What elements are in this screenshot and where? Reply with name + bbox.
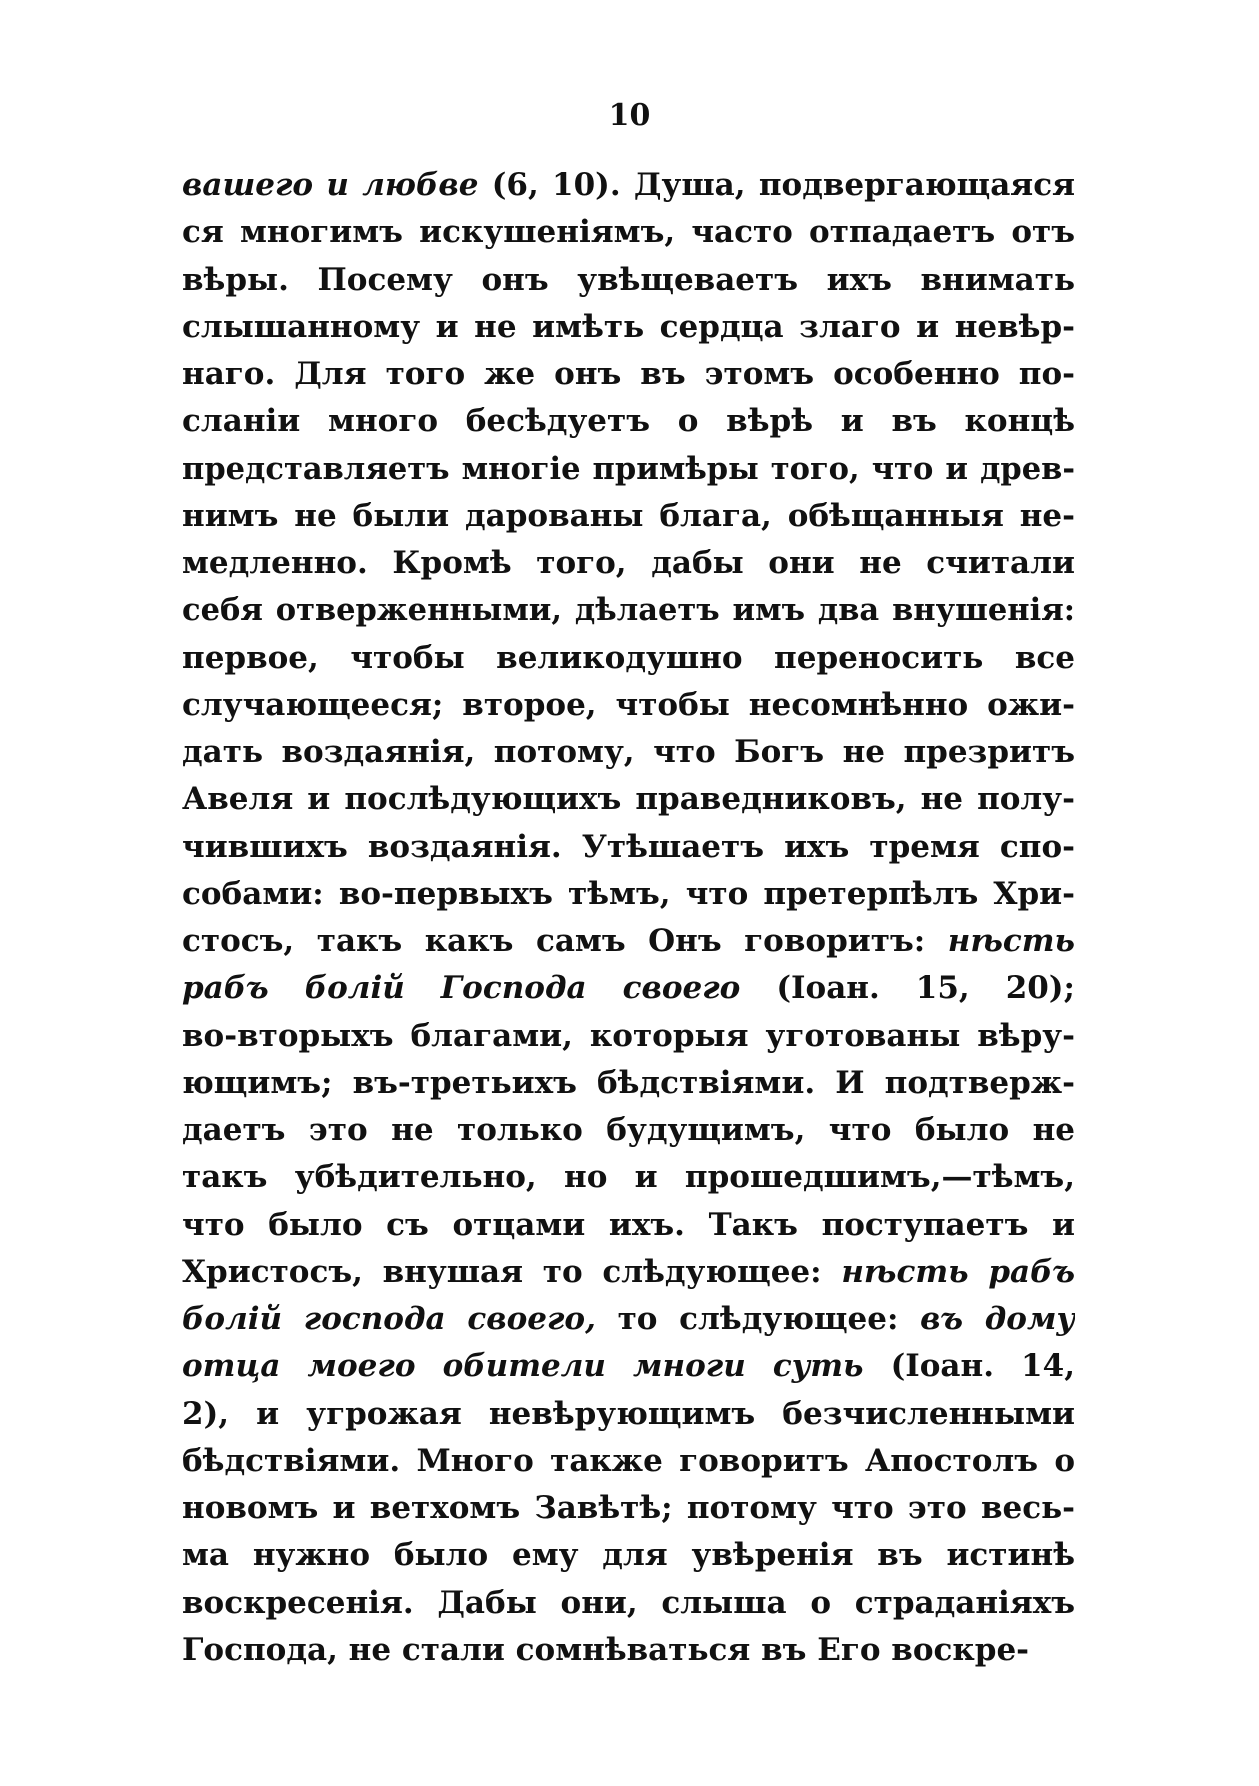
text-line xyxy=(182,257,1075,304)
text-segment: случающееся; второе, чтобы несомнѣнно ожи- xyxy=(182,686,1075,723)
text-line xyxy=(182,1249,1075,1296)
text-segment: медленно. Кромѣ того, дабы они не считали xyxy=(182,545,1075,581)
text-line xyxy=(182,871,1075,918)
text-segment: (6, 10). Душа, подвергающаяся xyxy=(478,167,1075,203)
text-line xyxy=(182,1343,1075,1390)
text-segment: ся многимъ искушеніямъ, часто отпадаетъ отъ xyxy=(182,214,1075,251)
text-segment: чившихъ воздаянія. Утѣшаетъ ихъ тремя спо- xyxy=(182,828,1075,865)
text-line xyxy=(182,1438,1075,1485)
text-line xyxy=(182,209,1075,256)
text-line xyxy=(182,1107,1075,1154)
text-line xyxy=(182,398,1075,445)
text-segment: ющимъ; въ-третьихъ бѣдствіями. И подтверж- xyxy=(182,1064,1075,1101)
italic-text-segment: вашего и любве xyxy=(182,167,479,203)
text-line xyxy=(182,1391,1075,1438)
text-line xyxy=(182,587,1075,634)
text-segment: себя отверженными, дѣлаетъ имъ два внушенія: xyxy=(182,592,1075,629)
text-line xyxy=(182,776,1075,823)
text-line xyxy=(182,918,1075,965)
text-segment: новомъ и ветхомъ Завѣтѣ; потому что это весь- xyxy=(182,1490,1075,1526)
text-line xyxy=(182,824,1075,871)
text-line xyxy=(182,1060,1075,1107)
italic-text-segment: болій господа своего, xyxy=(182,1301,596,1337)
text-line xyxy=(182,1296,1075,1343)
text-segment: нимъ не были дарованы блага, обѣщанныя не- xyxy=(182,497,1075,534)
italic-text-segment: отца моего обители многи суть xyxy=(182,1348,864,1385)
italic-text-segment: нѣсть xyxy=(947,923,1075,959)
text-segment: такъ убѣдительно, но и прошедшимъ,—тѣмъ, xyxy=(182,1159,1075,1196)
text-segment: дать воздаянія, потому, что Богъ не презритъ xyxy=(182,734,1075,770)
text-segment: наго. Для того же онъ въ этомъ особенно по- xyxy=(182,356,1075,392)
text-segment: (Іоан. 14, xyxy=(863,1348,1075,1385)
text-line xyxy=(182,1485,1075,1532)
text-segment: стосъ, такъ какъ самъ Онъ говоритъ: xyxy=(182,923,948,959)
text-segment: сланіи много бесѣдуетъ о вѣрѣ и въ концѣ xyxy=(182,403,1075,440)
text-line xyxy=(182,304,1075,351)
text-segment: то слѣдующее: xyxy=(595,1301,921,1337)
text-segment: Господа, не стали сомнѣваться въ Его воскре- xyxy=(182,1631,1030,1668)
text-segment: вѣры. Посему онъ увѣщеваетъ ихъ внимать xyxy=(182,261,1075,298)
text-segment: ма нужно было ему для увѣренія въ истинѣ xyxy=(182,1537,1075,1574)
text-line xyxy=(182,1627,1075,1674)
italic-text-segment: рабъ болій Господа своего xyxy=(182,970,741,1007)
text-segment: бѣдствіями. Много также говоритъ Апостолъ о xyxy=(182,1442,1075,1479)
text-segment: что было съ отцами ихъ. Такъ поступаетъ и xyxy=(182,1206,1075,1243)
text-line xyxy=(182,635,1075,682)
text-line xyxy=(182,1532,1075,1579)
text-segment: слышанному и не имѣть сердца злаго и невѣр- xyxy=(182,308,1075,345)
text-line xyxy=(182,682,1075,729)
text-line xyxy=(182,351,1075,398)
text-line xyxy=(182,1202,1075,1249)
text-body xyxy=(182,162,1075,1674)
text-line xyxy=(182,1154,1075,1201)
text-line xyxy=(182,162,1075,209)
text-segment: во-вторыхъ благами, которыя уготованы вѣру- xyxy=(182,1017,1075,1054)
text-segment: первое, чтобы великодушно переносить все xyxy=(182,639,1075,676)
text-line xyxy=(182,1580,1075,1627)
text-line xyxy=(182,540,1075,587)
text-line xyxy=(182,729,1075,776)
text-segment: даетъ это не только будущимъ, что было не xyxy=(182,1112,1075,1148)
text-segment: Авеля и послѣдующихъ праведниковъ, не полу- xyxy=(182,781,1075,818)
text-line xyxy=(182,1013,1075,1060)
text-segment: 2), и угрожая невѣрующимъ безчисленными xyxy=(182,1395,1075,1432)
text-segment: (Іоан. 15, 20); xyxy=(740,970,1075,1007)
italic-text-segment: въ дому xyxy=(920,1301,1075,1337)
text-segment: собами: во-первыхъ тѣмъ, что претерпѣлъ Хри- xyxy=(182,875,1075,912)
text-segment: Христосъ, внушая то слѣдующее: xyxy=(182,1253,842,1290)
text-line xyxy=(182,965,1075,1012)
text-line xyxy=(182,493,1075,540)
text-segment: представляетъ многіе примѣры того, что и древ- xyxy=(182,450,1075,487)
page-number: 10 xyxy=(608,98,651,133)
text-line xyxy=(182,446,1075,493)
text-segment: воскресенія. Дабы они, слыша о страданіяхъ xyxy=(182,1584,1075,1621)
italic-text-segment: нѣсть рабъ xyxy=(841,1253,1075,1290)
